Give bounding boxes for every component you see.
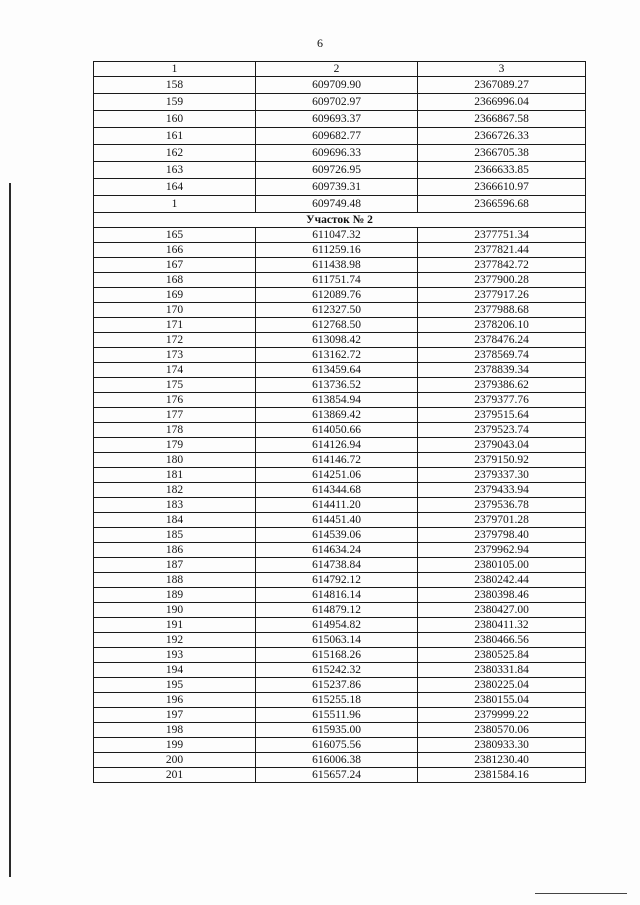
point-number-cell: 201 xyxy=(94,768,256,783)
point-number-cell: 189 xyxy=(94,588,256,603)
x-coordinate-cell: 609749.48 xyxy=(256,196,418,213)
point-number-cell: 176 xyxy=(94,393,256,408)
table-row xyxy=(94,723,586,738)
x-coordinate-cell: 613162.72 xyxy=(256,348,418,363)
x-coordinate-cell: 615255.18 xyxy=(256,693,418,708)
table-row xyxy=(94,468,586,483)
point-number-cell: 169 xyxy=(94,288,256,303)
header-cell-2: 2 xyxy=(256,62,418,77)
point-number-cell: 171 xyxy=(94,318,256,333)
point-number-cell: 197 xyxy=(94,708,256,723)
table-header-row xyxy=(94,62,586,77)
table-row xyxy=(94,768,586,783)
y-coordinate-cell: 2381230.40 xyxy=(418,753,586,768)
x-coordinate-cell: 613459.64 xyxy=(256,363,418,378)
x-coordinate-cell: 614411.20 xyxy=(256,498,418,513)
y-coordinate-cell: 2379701.28 xyxy=(418,513,586,528)
y-coordinate-cell: 2380398.46 xyxy=(418,588,586,603)
y-coordinate-cell: 2366596.68 xyxy=(418,196,586,213)
y-coordinate-cell: 2381584.16 xyxy=(418,768,586,783)
point-number-cell: 200 xyxy=(94,753,256,768)
point-number-cell: 174 xyxy=(94,363,256,378)
table-row xyxy=(94,318,586,333)
x-coordinate-cell: 614792.12 xyxy=(256,573,418,588)
point-number-cell: 167 xyxy=(94,258,256,273)
table-row xyxy=(94,648,586,663)
point-number-cell: 162 xyxy=(94,145,256,162)
x-coordinate-cell: 611259.16 xyxy=(256,243,418,258)
y-coordinate-cell: 2377900.28 xyxy=(418,273,586,288)
point-number-cell: 185 xyxy=(94,528,256,543)
table-row xyxy=(94,753,586,768)
point-number-cell: 175 xyxy=(94,378,256,393)
point-number-cell: 163 xyxy=(94,162,256,179)
table-row xyxy=(94,408,586,423)
table-row xyxy=(94,558,586,573)
y-coordinate-cell: 2379386.62 xyxy=(418,378,586,393)
y-coordinate-cell: 2377751.34 xyxy=(418,228,586,243)
table-row xyxy=(94,128,586,145)
table-row xyxy=(94,708,586,723)
x-coordinate-cell: 611751.74 xyxy=(256,273,418,288)
x-coordinate-cell: 612768.50 xyxy=(256,318,418,333)
y-coordinate-cell: 2379433.94 xyxy=(418,483,586,498)
y-coordinate-cell: 2379043.04 xyxy=(418,438,586,453)
x-coordinate-cell: 609726.95 xyxy=(256,162,418,179)
y-coordinate-cell: 2379377.76 xyxy=(418,393,586,408)
point-number-cell: 1 xyxy=(94,196,256,213)
table-row xyxy=(94,678,586,693)
y-coordinate-cell: 2380427.00 xyxy=(418,603,586,618)
point-number-cell: 178 xyxy=(94,423,256,438)
x-coordinate-cell: 614251.06 xyxy=(256,468,418,483)
table-row xyxy=(94,543,586,558)
point-number-cell: 159 xyxy=(94,94,256,111)
table-row xyxy=(94,228,586,243)
y-coordinate-cell: 2366726.33 xyxy=(418,128,586,145)
y-coordinate-cell: 2377917.26 xyxy=(418,288,586,303)
x-coordinate-cell: 609696.33 xyxy=(256,145,418,162)
table-row xyxy=(94,378,586,393)
point-number-cell: 187 xyxy=(94,558,256,573)
y-coordinate-cell: 2380411.32 xyxy=(418,618,586,633)
y-coordinate-cell: 2379150.92 xyxy=(418,453,586,468)
y-coordinate-cell: 2380225.04 xyxy=(418,678,586,693)
y-coordinate-cell: 2366610.97 xyxy=(418,179,586,196)
y-coordinate-cell: 2380242.44 xyxy=(418,573,586,588)
point-number-cell: 192 xyxy=(94,633,256,648)
x-coordinate-cell: 614050.66 xyxy=(256,423,418,438)
y-coordinate-cell: 2379798.40 xyxy=(418,528,586,543)
table-row xyxy=(94,145,586,162)
table-row xyxy=(94,258,586,273)
table-row xyxy=(94,179,586,196)
section-label: Участок № 2 xyxy=(94,213,586,228)
table-row xyxy=(94,603,586,618)
x-coordinate-cell: 613869.42 xyxy=(256,408,418,423)
y-coordinate-cell: 2378839.34 xyxy=(418,363,586,378)
point-number-cell: 179 xyxy=(94,438,256,453)
point-number-cell: 186 xyxy=(94,543,256,558)
y-coordinate-cell: 2377988.68 xyxy=(418,303,586,318)
y-coordinate-cell: 2380525.84 xyxy=(418,648,586,663)
x-coordinate-cell: 614451.40 xyxy=(256,513,418,528)
table-row xyxy=(94,77,586,94)
point-number-cell: 173 xyxy=(94,348,256,363)
y-coordinate-cell: 2366867.58 xyxy=(418,111,586,128)
y-coordinate-cell: 2366705.38 xyxy=(418,145,586,162)
y-coordinate-cell: 2378206.10 xyxy=(418,318,586,333)
point-number-cell: 181 xyxy=(94,468,256,483)
x-coordinate-cell: 613098.42 xyxy=(256,333,418,348)
point-number-cell: 158 xyxy=(94,77,256,94)
x-coordinate-cell: 612089.76 xyxy=(256,288,418,303)
point-number-cell: 195 xyxy=(94,678,256,693)
table-row xyxy=(94,663,586,678)
header-cell-3: 3 xyxy=(418,62,586,77)
table-row xyxy=(94,333,586,348)
point-number-cell: 165 xyxy=(94,228,256,243)
section-row xyxy=(94,213,586,228)
x-coordinate-cell: 614738.84 xyxy=(256,558,418,573)
x-coordinate-cell: 609702.97 xyxy=(256,94,418,111)
table-row xyxy=(94,513,586,528)
x-coordinate-cell: 611047.32 xyxy=(256,228,418,243)
page-number: 6 xyxy=(317,36,323,50)
x-coordinate-cell: 609709.90 xyxy=(256,77,418,94)
point-number-cell: 166 xyxy=(94,243,256,258)
point-number-cell: 191 xyxy=(94,618,256,633)
y-coordinate-cell: 2379337.30 xyxy=(418,468,586,483)
point-number-cell: 183 xyxy=(94,498,256,513)
table-row xyxy=(94,738,586,753)
y-coordinate-cell: 2379515.64 xyxy=(418,408,586,423)
point-number-cell: 199 xyxy=(94,738,256,753)
y-coordinate-cell: 2367089.27 xyxy=(418,77,586,94)
y-coordinate-cell: 2379962.94 xyxy=(418,543,586,558)
table-row xyxy=(94,633,586,648)
x-coordinate-cell: 614954.82 xyxy=(256,618,418,633)
table-row xyxy=(94,196,586,213)
point-number-cell: 160 xyxy=(94,111,256,128)
x-coordinate-cell: 614816.14 xyxy=(256,588,418,603)
y-coordinate-cell: 2378569.74 xyxy=(418,348,586,363)
y-coordinate-cell: 2366633.85 xyxy=(418,162,586,179)
coordinates-table-body xyxy=(94,62,586,783)
point-number-cell: 164 xyxy=(94,179,256,196)
point-number-cell: 180 xyxy=(94,453,256,468)
table-row xyxy=(94,273,586,288)
x-coordinate-cell: 614879.12 xyxy=(256,603,418,618)
x-coordinate-cell: 613854.94 xyxy=(256,393,418,408)
point-number-cell: 193 xyxy=(94,648,256,663)
y-coordinate-cell: 2379523.74 xyxy=(418,423,586,438)
x-coordinate-cell: 615935.00 xyxy=(256,723,418,738)
x-coordinate-cell: 614634.24 xyxy=(256,543,418,558)
scan-edge-mark xyxy=(9,183,11,877)
x-coordinate-cell: 613736.52 xyxy=(256,378,418,393)
x-coordinate-cell: 614344.68 xyxy=(256,483,418,498)
table-row xyxy=(94,498,586,513)
x-coordinate-cell: 614146.72 xyxy=(256,453,418,468)
header-cell-1: 1 xyxy=(94,62,256,77)
table-row xyxy=(94,363,586,378)
y-coordinate-cell: 2380105.00 xyxy=(418,558,586,573)
table-row xyxy=(94,162,586,179)
x-coordinate-cell: 612327.50 xyxy=(256,303,418,318)
x-coordinate-cell: 609693.37 xyxy=(256,111,418,128)
x-coordinate-cell: 615657.24 xyxy=(256,768,418,783)
point-number-cell: 198 xyxy=(94,723,256,738)
y-coordinate-cell: 2378476.24 xyxy=(418,333,586,348)
x-coordinate-cell: 615237.86 xyxy=(256,678,418,693)
x-coordinate-cell: 615168.26 xyxy=(256,648,418,663)
y-coordinate-cell: 2379536.78 xyxy=(418,498,586,513)
x-coordinate-cell: 616006.38 xyxy=(256,753,418,768)
x-coordinate-cell: 614539.06 xyxy=(256,528,418,543)
table-row xyxy=(94,348,586,363)
y-coordinate-cell: 2380570.06 xyxy=(418,723,586,738)
x-coordinate-cell: 609739.31 xyxy=(256,179,418,196)
footer-rule xyxy=(535,893,627,894)
y-coordinate-cell: 2377842.72 xyxy=(418,258,586,273)
point-number-cell: 161 xyxy=(94,128,256,145)
table-row xyxy=(94,483,586,498)
y-coordinate-cell: 2366996.04 xyxy=(418,94,586,111)
x-coordinate-cell: 615063.14 xyxy=(256,633,418,648)
x-coordinate-cell: 611438.98 xyxy=(256,258,418,273)
x-coordinate-cell: 614126.94 xyxy=(256,438,418,453)
point-number-cell: 190 xyxy=(94,603,256,618)
coordinates-table xyxy=(93,61,586,783)
table-row xyxy=(94,693,586,708)
table-row xyxy=(94,528,586,543)
table-row xyxy=(94,303,586,318)
point-number-cell: 196 xyxy=(94,693,256,708)
point-number-cell: 170 xyxy=(94,303,256,318)
point-number-cell: 188 xyxy=(94,573,256,588)
y-coordinate-cell: 2380466.56 xyxy=(418,633,586,648)
x-coordinate-cell: 615511.96 xyxy=(256,708,418,723)
table-row xyxy=(94,111,586,128)
point-number-cell: 182 xyxy=(94,483,256,498)
y-coordinate-cell: 2380933.30 xyxy=(418,738,586,753)
table-row xyxy=(94,588,586,603)
x-coordinate-cell: 609682.77 xyxy=(256,128,418,145)
table-row xyxy=(94,94,586,111)
point-number-cell: 168 xyxy=(94,273,256,288)
table-row xyxy=(94,573,586,588)
point-number-cell: 172 xyxy=(94,333,256,348)
table-row xyxy=(94,438,586,453)
point-number-cell: 184 xyxy=(94,513,256,528)
table-row xyxy=(94,288,586,303)
y-coordinate-cell: 2377821.44 xyxy=(418,243,586,258)
table-row xyxy=(94,243,586,258)
table-row xyxy=(94,453,586,468)
table-row xyxy=(94,618,586,633)
y-coordinate-cell: 2380155.04 xyxy=(418,693,586,708)
table-row xyxy=(94,393,586,408)
y-coordinate-cell: 2380331.84 xyxy=(418,663,586,678)
x-coordinate-cell: 615242.32 xyxy=(256,663,418,678)
x-coordinate-cell: 616075.56 xyxy=(256,738,418,753)
point-number-cell: 194 xyxy=(94,663,256,678)
table-row xyxy=(94,423,586,438)
point-number-cell: 177 xyxy=(94,408,256,423)
y-coordinate-cell: 2379999.22 xyxy=(418,708,586,723)
